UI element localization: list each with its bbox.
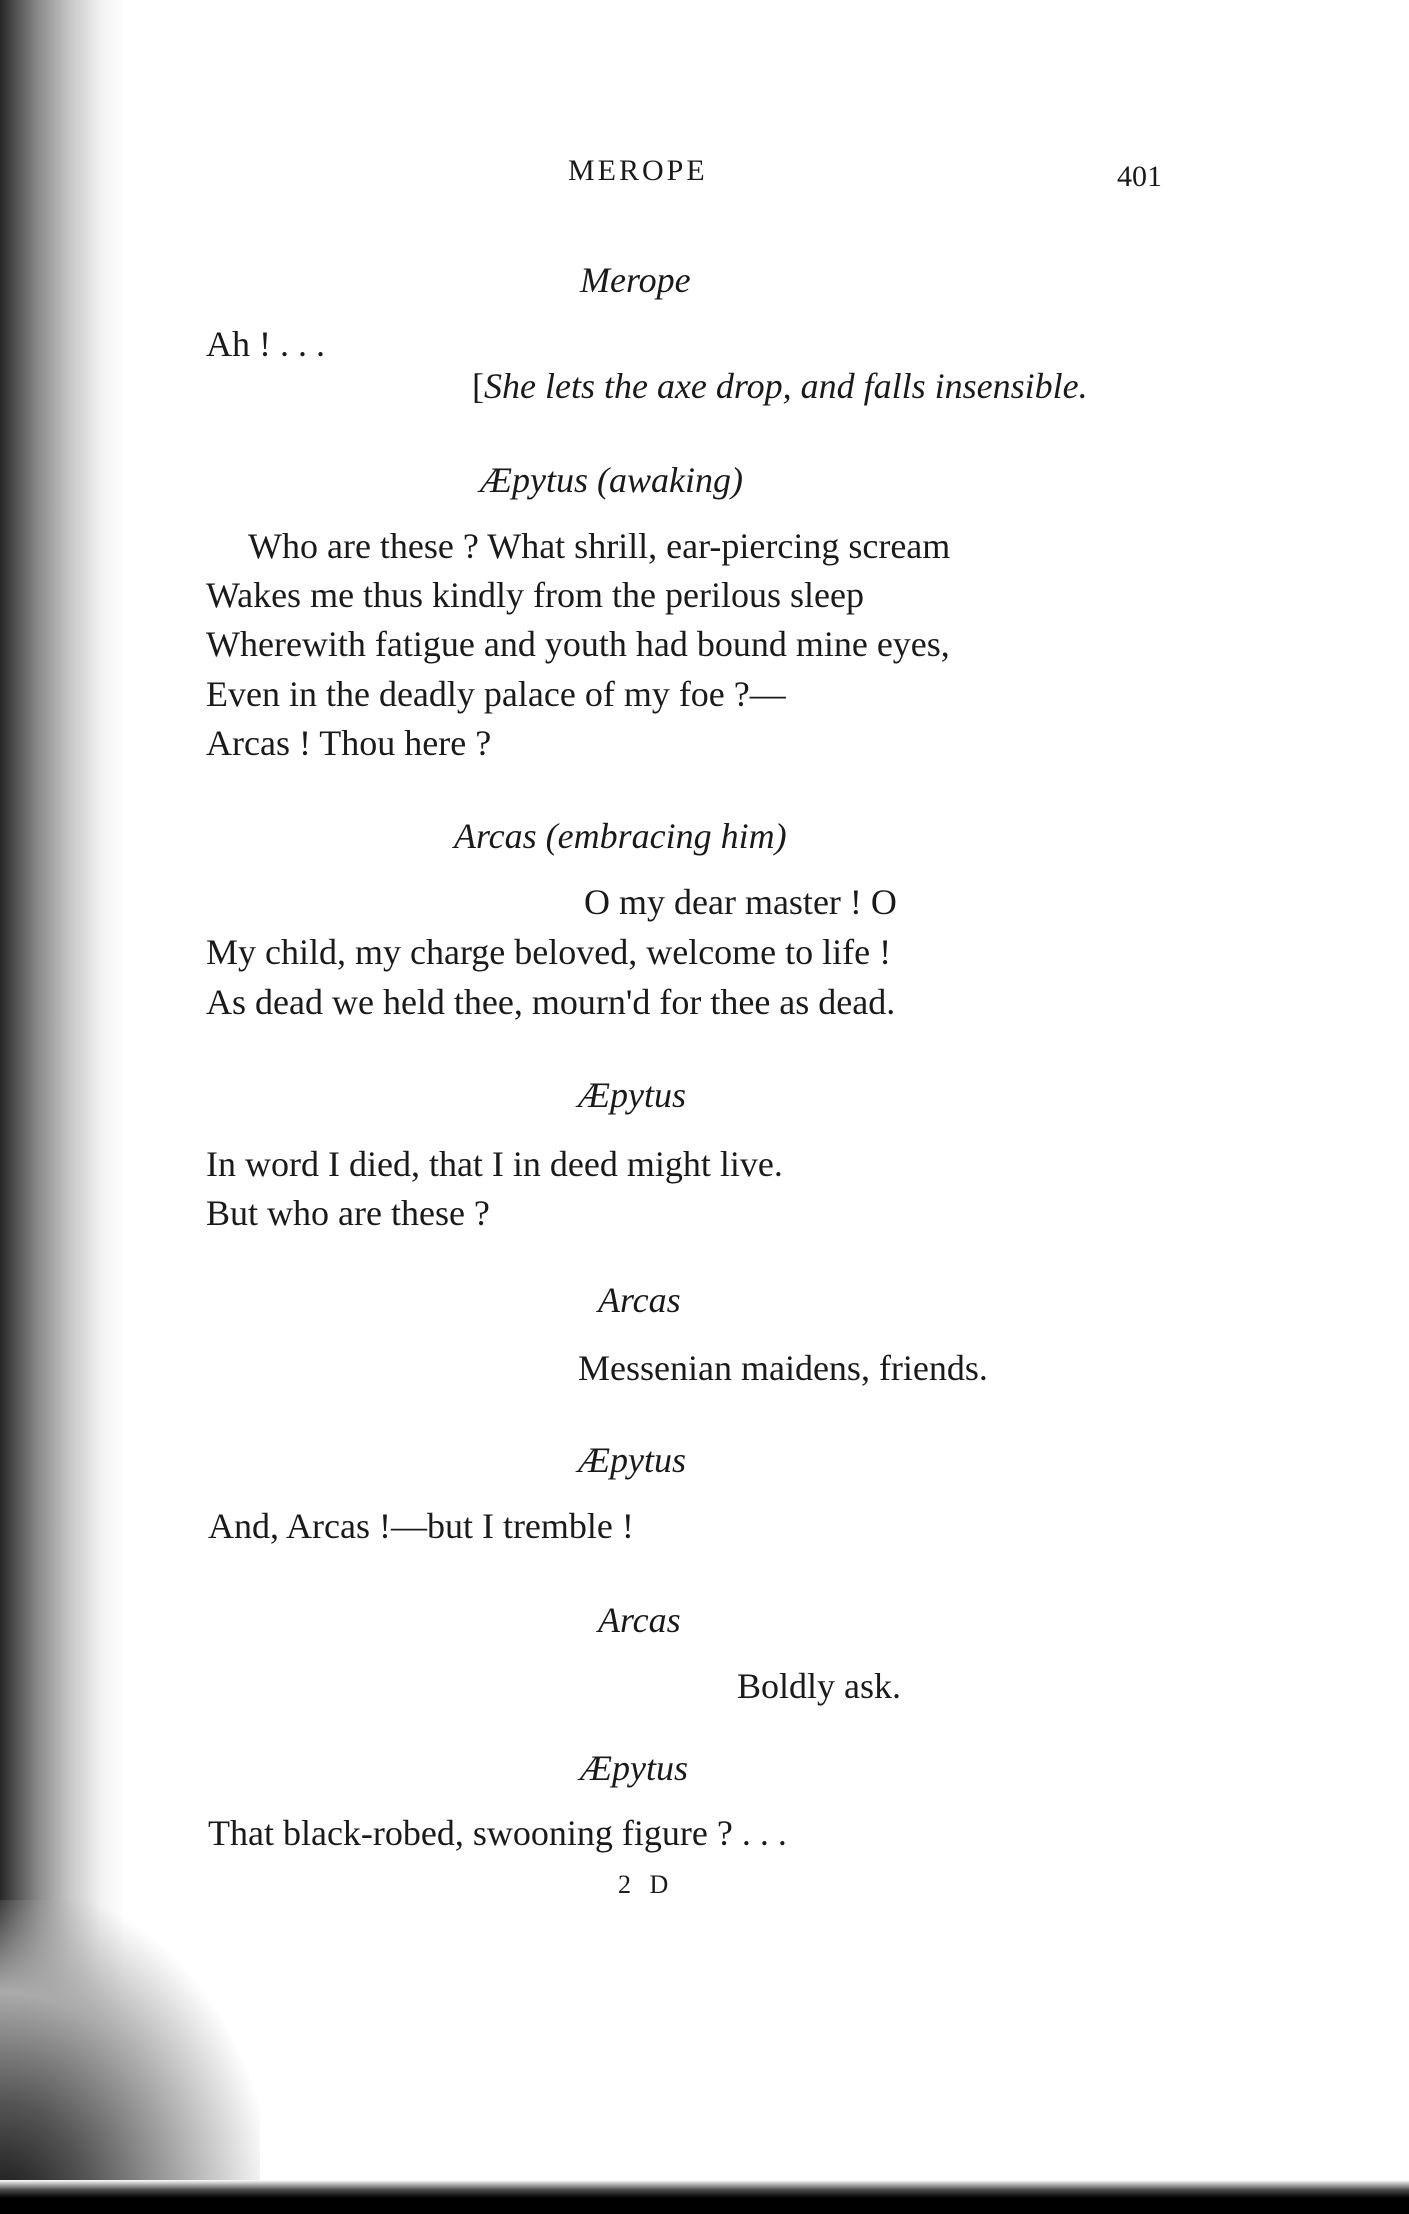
speaker-heading	[454, 818, 787, 854]
verse-line: My child, my charge beloved, welcome to life !	[206, 932, 892, 972]
corner-shadow	[0, 1900, 260, 2214]
speaker-name: Æpytus	[580, 1748, 688, 1788]
verse-line: As dead we held thee, mourn'd for thee as dead.	[206, 982, 896, 1022]
verse-line: Arcas ! Thou here ?	[206, 723, 492, 763]
verse-line: O my dear master ! O	[584, 882, 897, 922]
page-number: 401	[1117, 160, 1162, 193]
verse-line: And, Arcas !—but I tremble !	[208, 1506, 634, 1546]
stage-direction	[472, 368, 1088, 404]
verse-line: Boldly ask.	[737, 1666, 902, 1706]
bracket: [	[472, 366, 484, 406]
speaker-name: Arcas	[598, 1280, 681, 1320]
verse-line: But who are these ?	[206, 1193, 490, 1233]
speaker-heading	[480, 462, 743, 498]
verse-line: In word I died, that I in deed might live.	[206, 1144, 783, 1184]
stage-direction-text: She lets the axe drop, and falls insensible.	[484, 366, 1088, 406]
speaker-name: Arcas	[454, 816, 537, 856]
speaker-name: Arcas	[598, 1600, 681, 1640]
verse-line: Wakes me thus kindly from the perilous sleep	[206, 575, 864, 615]
speaker-note: (embracing him)	[545, 816, 787, 856]
verse-line: Even in the deadly palace of my foe ?—	[206, 674, 786, 714]
speaker-name: Æpytus	[480, 460, 588, 500]
verse-line: Ah ! . . .	[206, 324, 325, 364]
verse-line: Who are these ? What shrill, ear-piercing scream	[248, 526, 951, 566]
verse-line: That black-robed, swooning figure ? . . .	[208, 1813, 787, 1853]
speaker-note: (awaking)	[597, 460, 743, 500]
printer-signature: 2 D	[618, 1870, 675, 1899]
speaker-name: Æpytus	[578, 1440, 686, 1480]
gutter-shadow	[0, 0, 125, 2214]
page-bottom-edge	[0, 2180, 1409, 2214]
speaker-name: Æpytus	[578, 1075, 686, 1115]
verse-line: Messenian maidens, friends.	[578, 1348, 988, 1388]
verse-line: Wherewith fatigue and youth had bound mine eyes,	[206, 624, 950, 664]
speaker-name: Merope	[580, 260, 691, 300]
running-title: MEROPE	[568, 154, 708, 187]
